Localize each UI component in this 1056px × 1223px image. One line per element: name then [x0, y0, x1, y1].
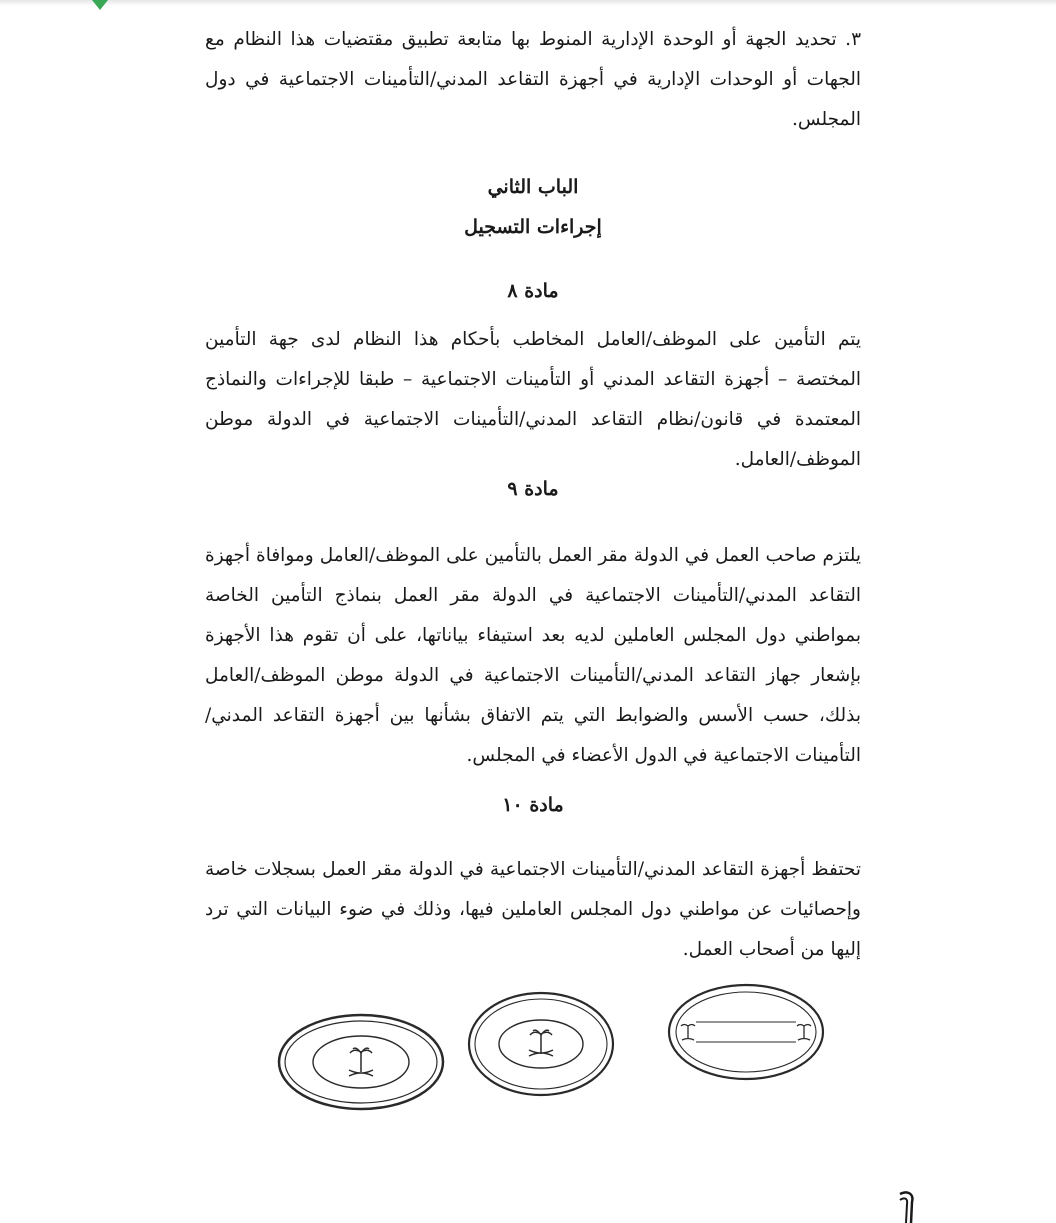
article-8-heading: مادة ٨ — [507, 280, 559, 302]
article-9-heading: مادة ٩ — [507, 478, 559, 500]
chapter-subtitle: إجراءات التسجيل — [464, 216, 602, 238]
article-10-heading: مادة ١٠ — [502, 794, 564, 816]
article-10-body — [205, 850, 861, 970]
page-top-edge — [0, 0, 1056, 6]
article-10-text: تحتفظ أجهزة التقاعد المدني/التأمينات الاجتماعية في الدولة مقر العمل بسجلات خاصة وإحصائيات عن مواطني دول المجلس العاملين فيها، وذلك في ضوء البيانات التي ترد إليها من أصحاب العمل. — [205, 859, 861, 960]
page-number-mark — [896, 1190, 918, 1223]
article-8-body — [205, 320, 861, 480]
general-administration-stamp — [466, 990, 616, 1098]
corner-triangle-icon — [92, 0, 108, 10]
article-8-text: يتم التأمين على الموظف/العامل المخاطب بأحكام هذا النظام لدى جهة التأمين المختصة – أجهزة التقاعد المدني أو التأمينات الاجتماعية – طبقا للإجراءات والنماذج المعتمدة في قانون/نظام التقاعد المدني/التأمينات الاجتماعية في الدولة موطن الموظف/العامل. — [205, 329, 861, 470]
palm-swords-emblem-icon — [681, 1025, 811, 1041]
article-9-body — [205, 536, 861, 776]
article-7-item-3-text: ٣. تحديد الجهة أو الوحدة الإدارية المنوط بها متابعة تطبيق مقتضيات هذا النظام مع الجهات أو الوحدات الإدارية في أجهزة التقاعد المدني/التأمينات الاجتماعية في دول المجلس. — [205, 29, 861, 130]
official-stamps — [270, 982, 850, 1112]
article-7-item-3 — [205, 20, 861, 140]
experts-commission-stamp — [276, 1012, 446, 1112]
palm-swords-emblem-icon — [349, 1048, 373, 1076]
chapter-title: الباب الثاني — [487, 176, 579, 198]
palm-swords-emblem-icon — [529, 1030, 553, 1056]
council-office-stamp — [666, 982, 826, 1082]
article-9-text: يلتزم صاحب العمل في الدولة مقر العمل بالتأمين على الموظف/العامل وموافاة أجهزة التقاعد المدني/التأمينات الاجتماعية في الدولة مقر العمل بنماذج التأمين الخاصة بمواطني دول المجلس العاملين لديه بعد استيفاء بياناتها، على أن تقوم هذا الأجهزة بإشعار جهاز التقاعد المدني/التأمينات الاجتماعية في الدولة موطن الموظف/العامل بذلك، حسب الأسس والضوابط التي يتم الاتفاق بشأنها بين أجهزة التقاعد المدني/التأمينات الاجتماعية في الدول الأعضاء في المجلس. — [205, 545, 861, 766]
